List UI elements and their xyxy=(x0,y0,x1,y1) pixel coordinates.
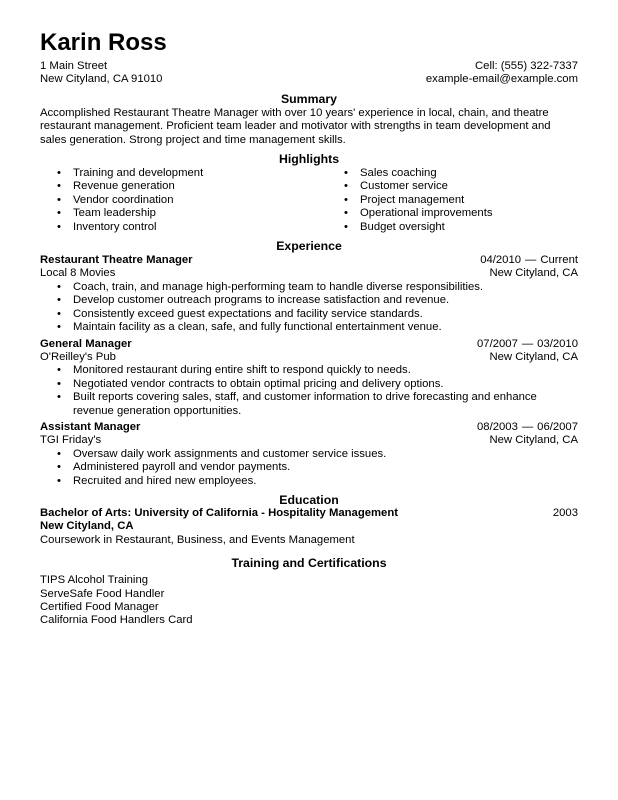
job-bullets xyxy=(57,281,578,335)
job-title-row xyxy=(40,338,578,351)
job-bullet: • Develop customer outreach programs to increase satisfaction and revenue. xyxy=(57,294,578,307)
summary-section xyxy=(40,92,578,147)
experience-section xyxy=(40,239,578,488)
highlight-item: • Revenue generation xyxy=(57,180,344,193)
job-dates xyxy=(477,421,578,434)
highlights-section xyxy=(40,152,578,234)
highlight-item: • Team leadership xyxy=(57,207,344,220)
education-degree-row xyxy=(40,507,578,520)
job-bullet: • Recruited and hired new employees. xyxy=(57,475,578,488)
training-section xyxy=(40,556,578,628)
phone-number: Cell: (555) 322-7337 xyxy=(475,60,578,72)
training-heading: Training and Certifications xyxy=(231,556,387,571)
job-end-date: Current xyxy=(540,254,578,267)
job-bullet: • Built reports covering sales, staff, and customer information to drive forecasting and enhance revenue generation opportunities. xyxy=(57,391,578,418)
job-dates xyxy=(477,338,578,351)
job-title-row xyxy=(40,254,578,267)
summary-heading: Summary xyxy=(280,91,338,106)
job-company-row xyxy=(40,267,578,280)
job-company-row xyxy=(40,351,578,364)
highlight-item: • Customer service xyxy=(344,180,493,193)
education-location: New Cityland, CA xyxy=(40,520,134,533)
job-company: O'Reilley's Pub xyxy=(40,350,116,363)
job-entry xyxy=(40,421,578,488)
job-title-row xyxy=(40,421,578,434)
job-bullets xyxy=(57,448,578,488)
job-start-date: 07/2007 xyxy=(477,337,518,350)
education-heading: Education xyxy=(279,492,339,507)
summary-text: Accomplished Restaurant Theatre Manager with over 10 years' experience in local, chain, and theatre restaurant management. Proficient team leader and motivator with strengths in team development and sales generation. Strong project and time management skills. xyxy=(40,106,551,146)
job-title: General Manager xyxy=(40,337,132,350)
education-year: 2003 xyxy=(552,506,578,519)
job-location: New Cityland, CA xyxy=(489,434,578,447)
certification-item: Certified Food Manager xyxy=(40,601,159,613)
highlights-right-column xyxy=(344,167,493,234)
job-bullet: • Oversaw daily work assignments and customer service issues. xyxy=(57,448,578,461)
job-bullet: • Maintain facility as a clean, safe, and fully functional entertainment venue. xyxy=(57,321,578,334)
job-start-date: 04/2010 xyxy=(480,254,522,267)
highlight-item: • Project management xyxy=(344,194,493,207)
city-state-zip: New Cityland, CA 91010 xyxy=(40,73,163,86)
certification-item: TIPS Alcohol Training xyxy=(40,574,149,587)
email-address: example-email@example.com xyxy=(425,73,578,86)
certifications-list xyxy=(40,574,578,628)
job-title: Restaurant Theatre Manager xyxy=(40,254,193,267)
street-address: 1 Main Street xyxy=(40,60,108,72)
job-company-row xyxy=(40,434,578,447)
job-entry xyxy=(40,338,578,418)
job-company: Local 8 Movies xyxy=(40,267,116,280)
certification-item: California Food Handlers Card xyxy=(40,614,193,627)
job-bullets xyxy=(57,364,578,418)
job-entry xyxy=(40,254,578,334)
job-bullet: • Negotiated vendor contracts to obtain optimal pricing and delivery options. xyxy=(57,378,578,391)
job-bullet: • Coach, train, and manage high-performing team to handle diverse responsibilities. xyxy=(57,281,578,294)
certification-item: ServeSafe Food Handler xyxy=(40,587,165,600)
highlights-left-column xyxy=(57,167,344,234)
date-dash: — xyxy=(525,254,537,267)
job-end-date: 06/2007 xyxy=(537,420,578,433)
resume-header xyxy=(40,29,578,87)
job-bullet: • Consistently exceed guest expectations and facility service standards. xyxy=(57,308,578,321)
date-dash: — xyxy=(521,337,534,350)
job-bullet: • Administered payroll and vendor payments. xyxy=(57,461,578,474)
candidate-name: Karin Ross xyxy=(40,29,167,56)
job-end-date: 03/2010 xyxy=(537,337,578,350)
job-company: TGI Friday's xyxy=(40,434,102,447)
education-section xyxy=(40,493,578,547)
highlight-item: • Vendor coordination xyxy=(57,194,344,207)
job-title: Assistant Manager xyxy=(40,420,141,433)
highlights-heading: Highlights xyxy=(278,152,340,167)
highlight-item: • Operational improvements xyxy=(344,207,493,220)
job-dates xyxy=(480,254,578,267)
highlight-item: • Training and development xyxy=(57,167,344,180)
education-coursework: Coursework in Restaurant, Business, and Events Management xyxy=(40,533,355,546)
job-start-date: 08/2003 xyxy=(477,420,518,433)
highlights-list xyxy=(40,167,578,234)
contact-row-2 xyxy=(40,73,578,86)
experience-heading: Experience xyxy=(276,239,342,254)
resume-page xyxy=(40,29,578,628)
highlight-item: • Sales coaching xyxy=(344,167,493,180)
job-location: New Cityland, CA xyxy=(489,350,578,363)
job-bullet: • Monitored restaurant during entire shift to respond quickly to needs. xyxy=(57,364,578,377)
job-location: New Cityland, CA xyxy=(489,267,578,280)
contact-row-1 xyxy=(40,60,578,73)
highlight-item: • Inventory control xyxy=(57,221,344,234)
education-degree: Bachelor of Arts: University of California - Hospitality Management xyxy=(40,506,399,519)
date-dash: — xyxy=(521,420,534,433)
highlight-item: • Budget oversight xyxy=(344,221,493,234)
